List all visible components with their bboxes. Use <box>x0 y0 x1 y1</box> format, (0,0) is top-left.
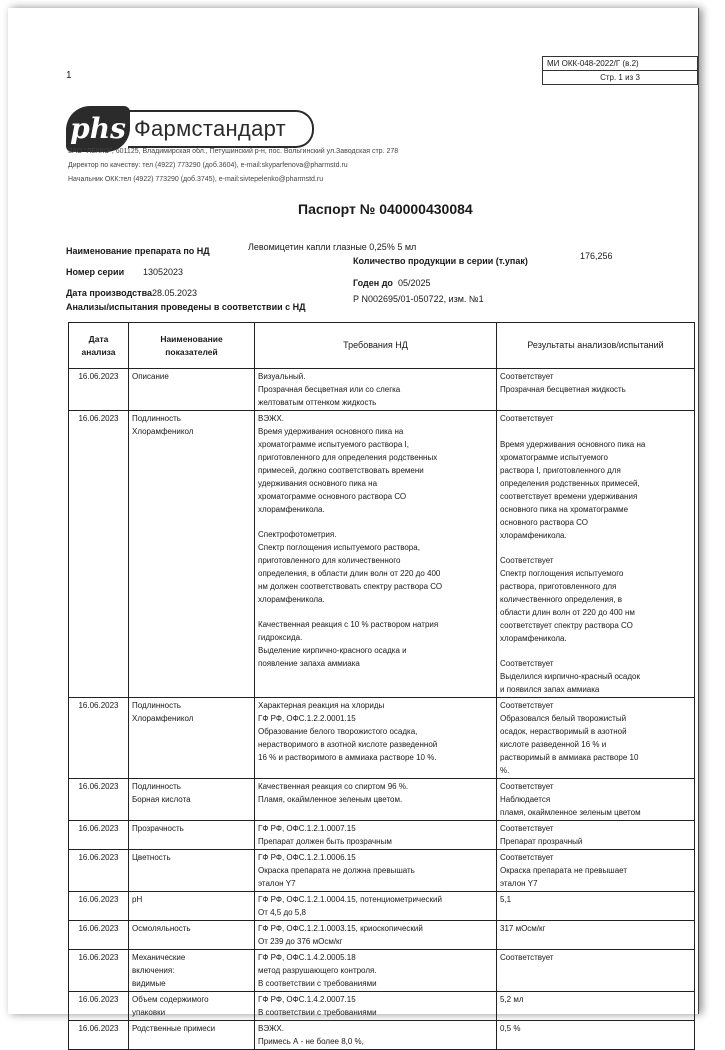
cell-indicator: Подлинность Хлорамфеникол <box>129 698 255 779</box>
expiry-label: Годен до <box>353 278 393 288</box>
requirement-text: ГФ РФ, ОФС.1.2.1.0003.15, криоскопический От 239 до 376 мОсм/кг <box>258 924 423 946</box>
requirement-text: ГФ РФ, ОФС.1.2.1.0007.15 Препарат должен быть прозрачным <box>258 824 392 846</box>
cell-requirements <box>255 921 497 950</box>
cell-result <box>497 1021 695 1050</box>
cell-result <box>497 821 695 850</box>
drug-name-value: Левомицетин капли глазные 0,25% 5 мл <box>248 242 417 252</box>
page-number: 1 <box>66 70 72 81</box>
result-text: 317 мОсм/кг <box>500 924 546 933</box>
cell-indicator: Прозрачность <box>129 821 255 850</box>
cell-requirements <box>255 698 497 779</box>
table-row <box>69 892 695 921</box>
cell-indicator: Механические включения: видимые <box>129 950 255 992</box>
result-text: Соответствует Образовался белый творожистый осадок, нерастворимый в азотной кислоте разведенной 16 % и растворимый в аммиака растворе 10 %. <box>500 701 639 775</box>
cell-requirements <box>255 892 497 921</box>
cell-result <box>497 411 695 698</box>
cell-indicator: Родственные примеси <box>129 1021 255 1050</box>
cell-indicator: Подлинность Борная кислота <box>129 779 255 821</box>
table-row <box>69 921 695 950</box>
table-row <box>69 411 695 698</box>
cell-requirements <box>255 821 497 850</box>
cell-requirements <box>255 369 497 411</box>
header-indicator: Наименование показателей <box>129 323 255 369</box>
cell-date: 16.06.2023 <box>69 779 129 821</box>
requirement-text: Характерная реакция на хлориды ГФ РФ, ОФС.1.2.2.0001.15 Образование белого творожистого осадка, нерастворимого в азотной кислоте разведенной 16 % и растворимого в аммиака растворе 10 %. <box>258 701 438 762</box>
analysis-results-table <box>68 322 695 1050</box>
requirement-text: Качественная реакция со спиртом 96 %. Пламя, окаймленное зеленым цветом. <box>258 782 409 804</box>
requirement-text: ВЭЖХ. Примесь А - не более 8,0 %, <box>258 1024 364 1046</box>
table-row <box>69 698 695 779</box>
cell-indicator: Цветность <box>129 850 255 892</box>
requirement-text: ГФ РФ, ОФС.1.2.1.0004.15, потенциометрический От 4,5 до 5,8 <box>258 895 442 917</box>
cell-indicator: Подлинность Хлорамфеникол <box>129 411 255 698</box>
cell-date: 16.06.2023 <box>69 892 129 921</box>
cell-date: 16.06.2023 <box>69 950 129 992</box>
cell-result <box>497 369 695 411</box>
cell-requirements <box>255 850 497 892</box>
cell-date: 16.06.2023 <box>69 1021 129 1050</box>
cell-result <box>497 779 695 821</box>
requirement-text: Спектрофотометрия. Спектр поглощения испытуемого раствора, приготовленного для количественного определения, в области длин волн от 220 до 400 нм должен соответствовать спектру раствора СО хлорамфеникола. <box>258 530 443 604</box>
result-text: 5,2 мл <box>500 995 524 1004</box>
cell-requirements <box>255 992 497 1021</box>
production-date-label: Дата производства <box>66 288 152 298</box>
document-code: МИ ОКК-048-2022/Г (в.2) <box>547 59 639 68</box>
result-text: 0,5 % <box>500 1024 521 1033</box>
cell-date: 16.06.2023 <box>69 411 129 698</box>
document-page <box>8 8 699 1046</box>
cell-result <box>497 892 695 921</box>
cell-date: 16.06.2023 <box>69 698 129 779</box>
document-code-box <box>542 56 698 85</box>
cell-result <box>497 850 695 892</box>
requirement-text: ГФ РФ, ОФС.1.4.2.0005.18 метод разрушающего контроля. В соответствии с требованиями <box>258 953 377 988</box>
table-row <box>69 950 695 992</box>
expiry-value: 05/2025 <box>398 278 431 288</box>
result-text: Соответствует Прозрачная бесцветная жидкость <box>500 372 626 394</box>
page-count: Стр. 1 из 3 <box>543 70 697 84</box>
cell-result <box>497 992 695 1021</box>
cell-date: 16.06.2023 <box>69 821 129 850</box>
requirement-text: ГФ РФ, ОФС.1.4.2.0007.15 В соответствии с требованиями <box>258 995 377 1017</box>
table-header-row <box>69 323 695 369</box>
table-row <box>69 779 695 821</box>
table-row <box>69 821 695 850</box>
result-text: Соответствует Препарат прозрачный <box>500 824 583 846</box>
series-label: Номер серии <box>66 267 125 277</box>
result-text: Соответствует Выделился кирпично-красный осадок и появился запах аммиака <box>500 659 640 694</box>
header-date: Дата анализа <box>69 323 129 369</box>
result-text: Соответствует <box>500 953 554 962</box>
cell-result <box>497 921 695 950</box>
header-results: Результаты анализов/испытаний <box>497 323 695 369</box>
cell-requirements <box>255 950 497 992</box>
requirement-text: ВЭЖХ. Время удерживания основного пика на хроматограмме испытуемого раствора I, приготовленного для определения родственных примесей, должно соответствовать времени удерживания основного пика на хроматограмме основного раствора СО хлорамфеникола. <box>258 414 438 514</box>
requirement-text: Качественная реакция с 10 % раствором натрия гидроксида. Выделение кирпично-красного осадка и появление запаха аммиака <box>258 620 439 668</box>
cell-indicator: Осмоляльность <box>129 921 255 950</box>
result-text: Соответствует Время удерживания основного пика на хроматограмме испытуемого раствора I, приготовленного для определения родственных примесей, соответствует времени удерживания основного пика на хроматограмме основного раствора СО хлорамфеникола. <box>500 414 646 540</box>
cell-date: 16.06.2023 <box>69 850 129 892</box>
series-value: 13052023 <box>143 267 184 277</box>
logo-wordmark: Фармстандарт <box>128 110 314 148</box>
result-text: 5,1 <box>500 895 512 904</box>
cell-date: 16.06.2023 <box>69 921 129 950</box>
cell-indicator: Объем содержимого упаковки <box>129 992 255 1021</box>
result-text: Соответствует Окраска препарата не превышает эталон Y7 <box>500 853 627 888</box>
cell-requirements <box>255 1021 497 1050</box>
requirement-text: Визуальный. Прозрачная бесцветная или со слегка желтоватым оттенком жидкость <box>258 372 401 407</box>
company-address: ЗАО "ЛЕККО", 601125, Владимирская обл., Петушинский р-н, пос. Вольгинский ул.Заводская стр. 278 <box>68 148 399 155</box>
header-requirements: Требования НД <box>255 323 497 369</box>
table-row <box>69 992 695 1021</box>
table-row <box>69 1021 695 1050</box>
requirement-text: ГФ РФ, ОФС.1.2.1.0006.15 Окраска препарата не должна превышать эталон Y7 <box>258 853 415 888</box>
table-row <box>69 369 695 411</box>
drug-name-label: Наименование препарата по НД <box>66 246 210 256</box>
cell-date: 16.06.2023 <box>69 369 129 411</box>
analysis-basis-label: Анализы/испытания проведены в соответствии с НД <box>66 302 306 312</box>
nd-number: Р N002695/01-050722, изм. №1 <box>353 294 484 304</box>
passport-title: Паспорт № 040000430084 <box>298 201 473 217</box>
cell-requirements <box>255 779 497 821</box>
cell-date: 16.06.2023 <box>69 992 129 1021</box>
cell-requirements <box>255 411 497 698</box>
result-text: Соответствует Спектр поглощения испытуемого раствора, приготовленного для количественного определения, в области длин волн от 220 до 400 нм соответствует спектру раствора СО хлорамфеникола. <box>500 556 635 643</box>
cell-indicator: Описание <box>129 369 255 411</box>
quantity-value: 176,256 <box>580 251 613 261</box>
table-row <box>69 850 695 892</box>
qc-head-contact: Начальник ОКК:тел (4922) 773290 (доб.3745), e-mail:sivtepelenko@pharmstd.ru <box>68 176 324 183</box>
logo-mark: phs <box>66 106 130 152</box>
production-date-value: 28.05.2023 <box>152 288 198 298</box>
quality-director-contact: Директор по качеству: тел (4922) 773290 (доб.3604), e-mail:skyparfenova@pharmstd.ru <box>68 162 348 169</box>
result-text: Соответствует Наблюдается пламя, окаймленное зеленым цветом <box>500 782 641 817</box>
cell-result <box>497 950 695 992</box>
quantity-label: Количество продукции в серии (т.упак) <box>353 256 528 266</box>
cell-indicator: рН <box>129 892 255 921</box>
cell-result <box>497 698 695 779</box>
